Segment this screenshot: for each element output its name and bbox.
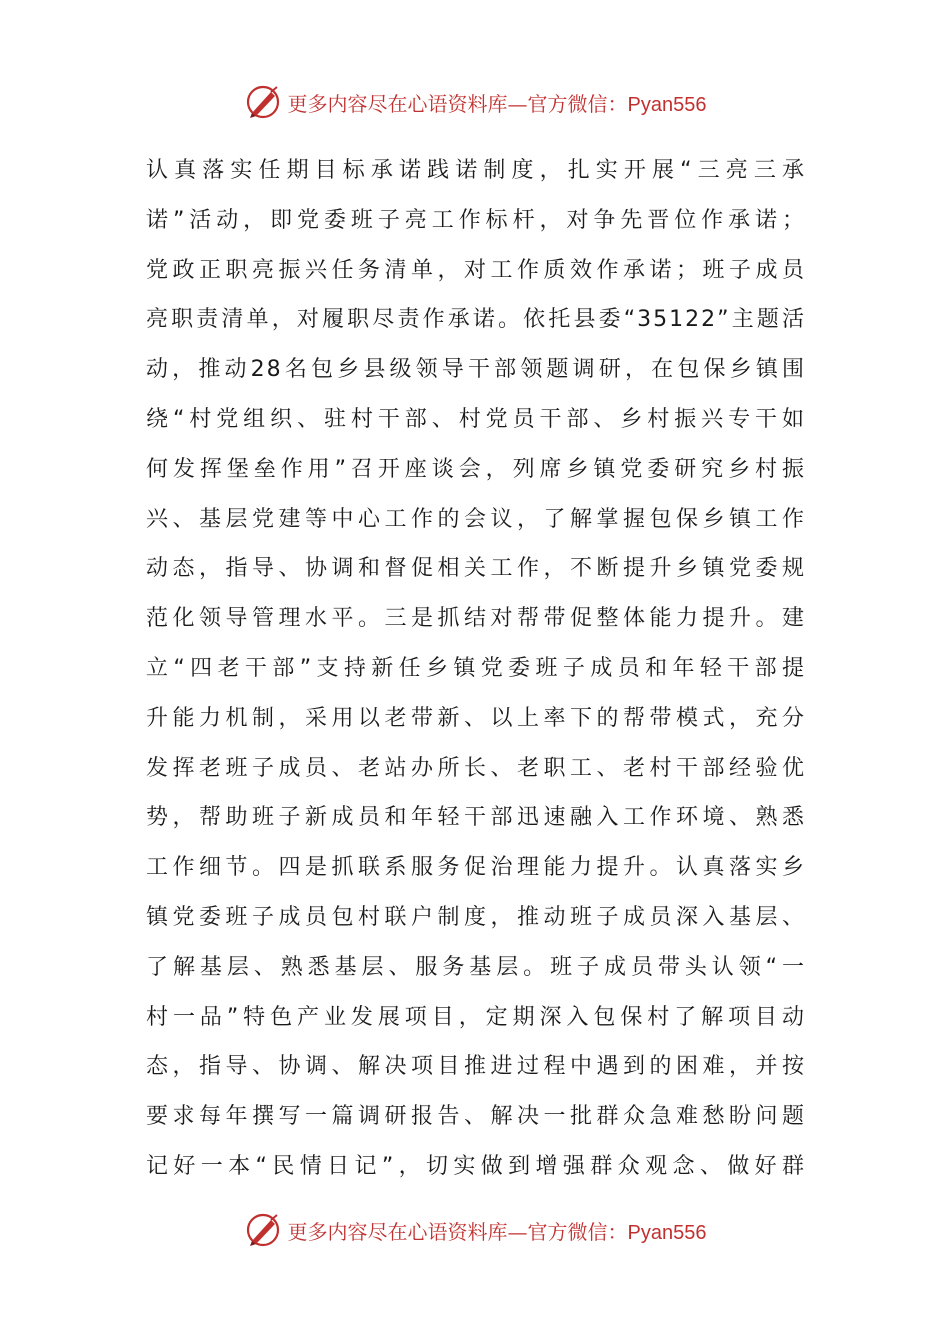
text-line: 认真落实任期目标承诺践诺制度，扎实开展“三亮三承 — [146, 158, 806, 183]
text-line: 工作细节。四是抓联系服务促治理能力提升。认真落实乡 — [146, 855, 806, 881]
text-line: 态，指导、协调、解决项目推进过程中遇到的困难，并按 — [146, 1054, 806, 1080]
pen-logo-icon — [244, 1211, 282, 1249]
text-line: 亮职责清单，对履职尽责作承诺。依托县委“35122”主题活 — [146, 307, 806, 333]
text-line: 兴、基层党建等中心工作的会议，了解掌握包保乡镇工作 — [146, 506, 806, 532]
header-wechat-id: Pyan556 — [627, 93, 707, 116]
text-line: 发挥老班子成员、老站办所长、老职工、老村干部经验优 — [146, 755, 806, 781]
text-line: 动态，指导、协调和督促相关工作，不断提升乡镇党委规 — [146, 556, 806, 582]
text-line: 要求每年撰写一篇调研报告、解决一批群众急难愁盼问题 — [146, 1104, 806, 1130]
text-line: 升能力机制，采用以老带新、以上率下的帮带模式，充分 — [146, 705, 806, 731]
text-line: 绕“村党组织、驻村干部、村党员干部、乡村振兴专干如 — [146, 406, 806, 432]
document-body — [146, 146, 806, 1192]
pen-logo-icon — [244, 83, 282, 121]
text-line: 了解基层、熟悉基层、服务基层。班子成员带头认领“一 — [146, 954, 806, 980]
footer-banner — [0, 1208, 950, 1252]
footer-wechat-id: Pyan556 — [627, 1221, 707, 1244]
header-banner — [0, 80, 950, 124]
text-line: 范化领导管理水平。三是抓结对帮带促整体能力提升。建 — [146, 606, 806, 632]
text-line: 何发挥堡垒作用”召开座谈会，列席乡镇党委研究乡村振 — [146, 456, 806, 482]
text-line: 动，推动28名包乡县级领导干部领题调研，在包保乡镇围 — [146, 357, 806, 383]
text-line: 势，帮助班子新成员和年轻干部迅速融入工作环境、熟悉 — [146, 805, 806, 831]
text-line: 诺”活动，即党委班子亮工作标杆，对争先晋位作承诺； — [146, 207, 806, 233]
text-line: 记好一本“民情日记”，切实做到增强群众观念、做好群 — [146, 1153, 806, 1179]
text-line: 村一品”特色产业发展项目，定期深入包保村了解项目动 — [146, 1004, 806, 1030]
text-line: 党政正职亮振兴任务清单，对工作质效作承诺；班子成员 — [146, 257, 806, 283]
header-banner-text: 更多内容尽在心语资料库—官方微信：Pyan556 — [287, 91, 707, 116]
text-line: 镇党委班子成员包村联户制度，推动班子成员深入基层、 — [146, 904, 806, 930]
footer-banner-text: 更多内容尽在心语资料库—官方微信：Pyan556 — [287, 1219, 707, 1244]
text-line: 立“四老干部”支持新任乡镇党委班子成员和年轻干部提 — [146, 655, 806, 681]
